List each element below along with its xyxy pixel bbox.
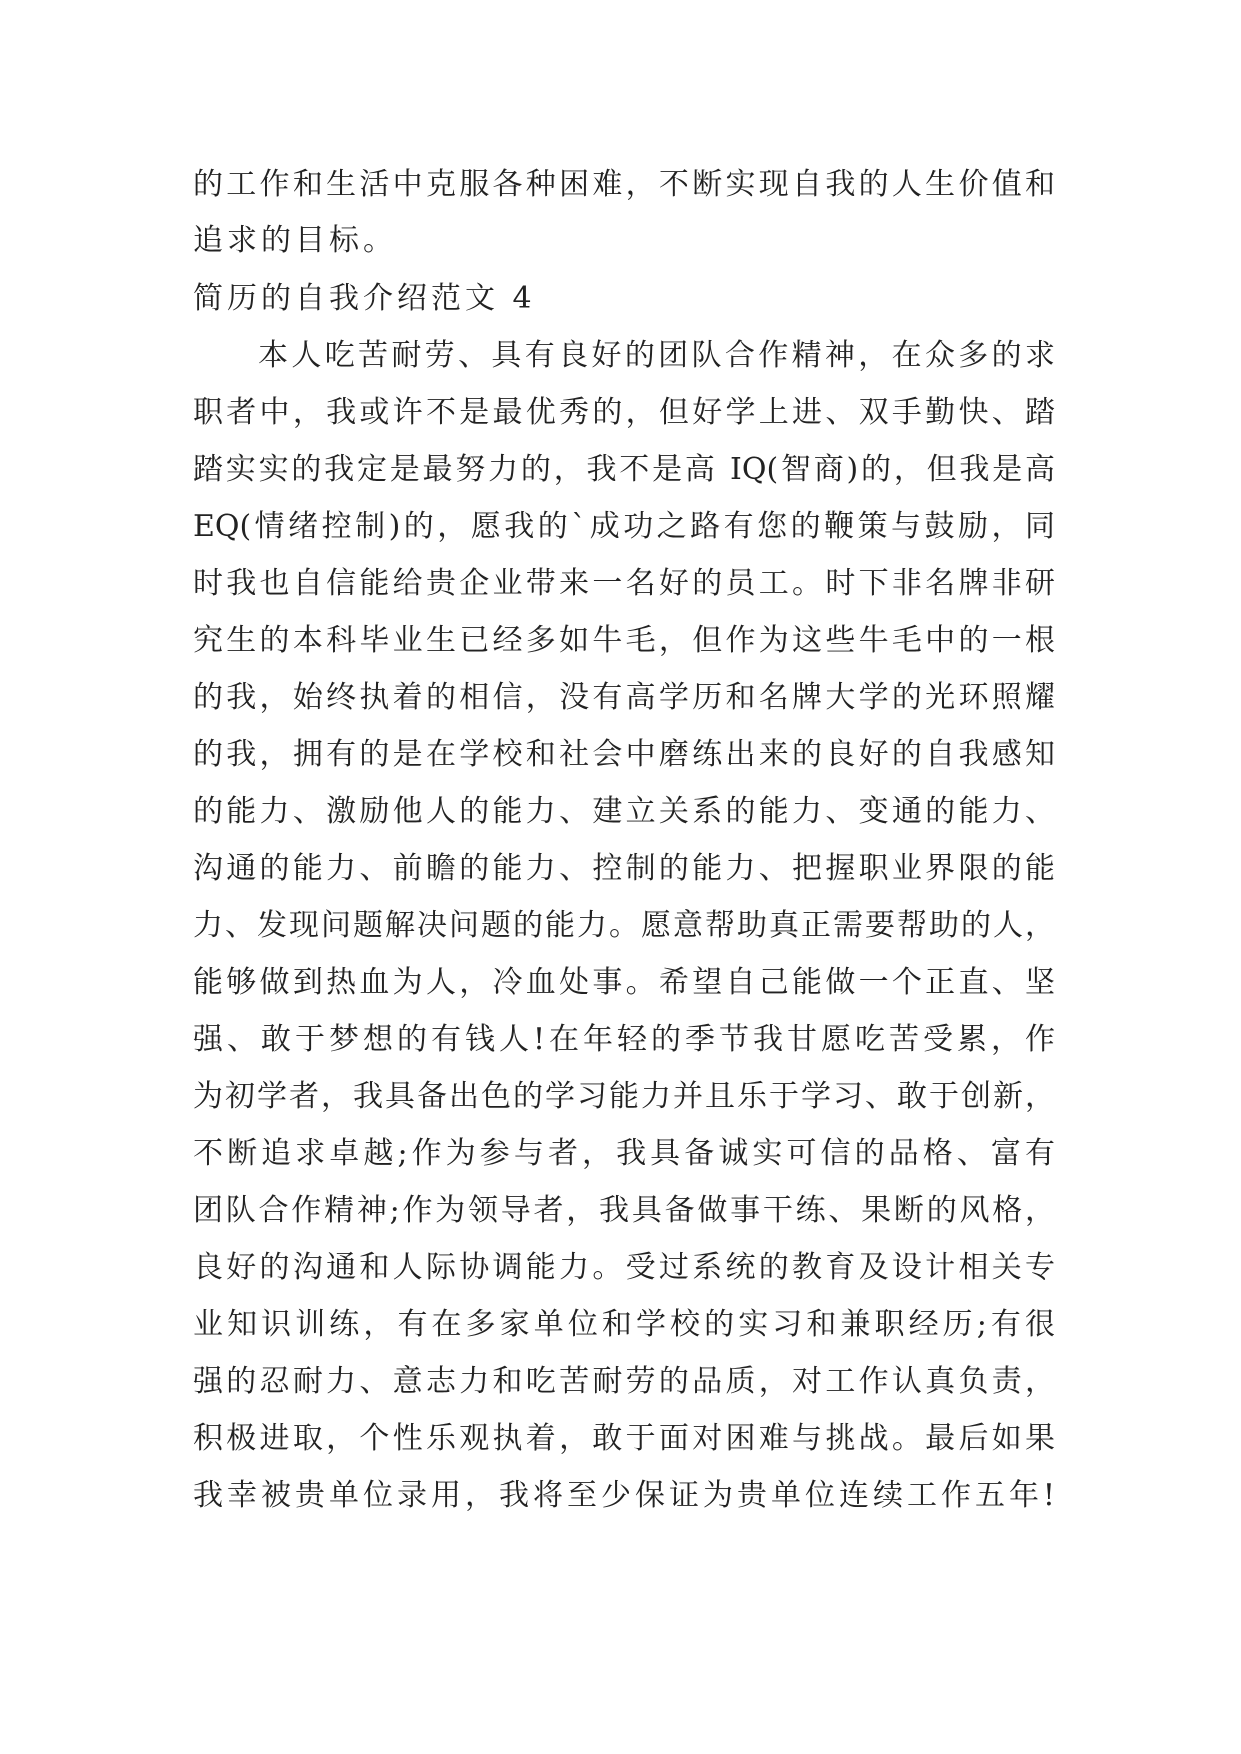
text-line: 业知识训练，有在多家单位和学校的实习和兼职经历;有很 bbox=[193, 1307, 1055, 1342]
text-line: 时我也自信能给贵企业带来一名好的员工。时下非名牌非研 bbox=[193, 566, 1055, 601]
text-line: 良好的沟通和人际协调能力。受过系统的教育及设计相关专 bbox=[193, 1250, 1055, 1285]
text-line: 究生的本科毕业生已经多如牛毛，但作为这些牛毛中的一根 bbox=[193, 623, 1055, 658]
text-line: 力、发现问题解决问题的能力。愿意帮助真正需要帮助的人， bbox=[193, 908, 1055, 943]
text-line: 团队合作精神;作为领导者，我具备做事干练、果断的风格， bbox=[193, 1193, 1055, 1228]
text-line: 的工作和生活中克服各种困难，不断实现自我的人生价值和 bbox=[193, 167, 1055, 202]
text-line: 的能力、激励他人的能力、建立关系的能力、变通的能力、 bbox=[193, 794, 1055, 829]
text-line: 为初学者，我具备出色的学习能力并且乐于学习、敢于创新， bbox=[193, 1079, 1055, 1114]
text-line: 职者中，我或许不是最优秀的，但好学上进、双手勤快、踏 bbox=[193, 395, 1055, 430]
text-line: 我幸被贵单位录用，我将至少保证为贵单位连续工作五年! bbox=[193, 1478, 1055, 1513]
text-line: 沟通的能力、前瞻的能力、控制的能力、把握职业界限的能 bbox=[193, 851, 1055, 886]
text-line: 的我，始终执着的相信，没有高学历和名牌大学的光环照耀 bbox=[193, 680, 1055, 715]
text-line: 的我，拥有的是在学校和社会中磨练出来的良好的自我感知 bbox=[193, 737, 1055, 772]
text-line: 追求的目标。 bbox=[193, 223, 397, 258]
text-line: 不断追求卓越;作为参与者，我具备诚实可信的品格、富有 bbox=[193, 1136, 1055, 1171]
text-line: 本人吃苦耐劳、具有良好的团队合作精神，在众多的求 bbox=[258, 338, 1055, 373]
text-line: 强、敢于梦想的有钱人!在年轻的季节我甘愿吃苦受累，作 bbox=[193, 1022, 1055, 1057]
text-line: 踏实实的我定是最努力的，我不是高 IQ(智商)的，但我是高 bbox=[193, 452, 1055, 487]
text-line: EQ(情绪控制)的，愿我的`成功之路有您的鞭策与鼓励，同 bbox=[193, 509, 1055, 544]
text-line: 积极进取，个性乐观执着，敢于面对困难与挑战。最后如果 bbox=[193, 1421, 1055, 1456]
section-heading: 简历的自我介绍范文 4 bbox=[193, 281, 536, 316]
text-line: 强的忍耐力、意志力和吃苦耐劳的品质，对工作认真负责， bbox=[193, 1364, 1055, 1399]
text-line: 能够做到热血为人，冷血处事。希望自己能做一个正直、坚 bbox=[193, 965, 1055, 1000]
